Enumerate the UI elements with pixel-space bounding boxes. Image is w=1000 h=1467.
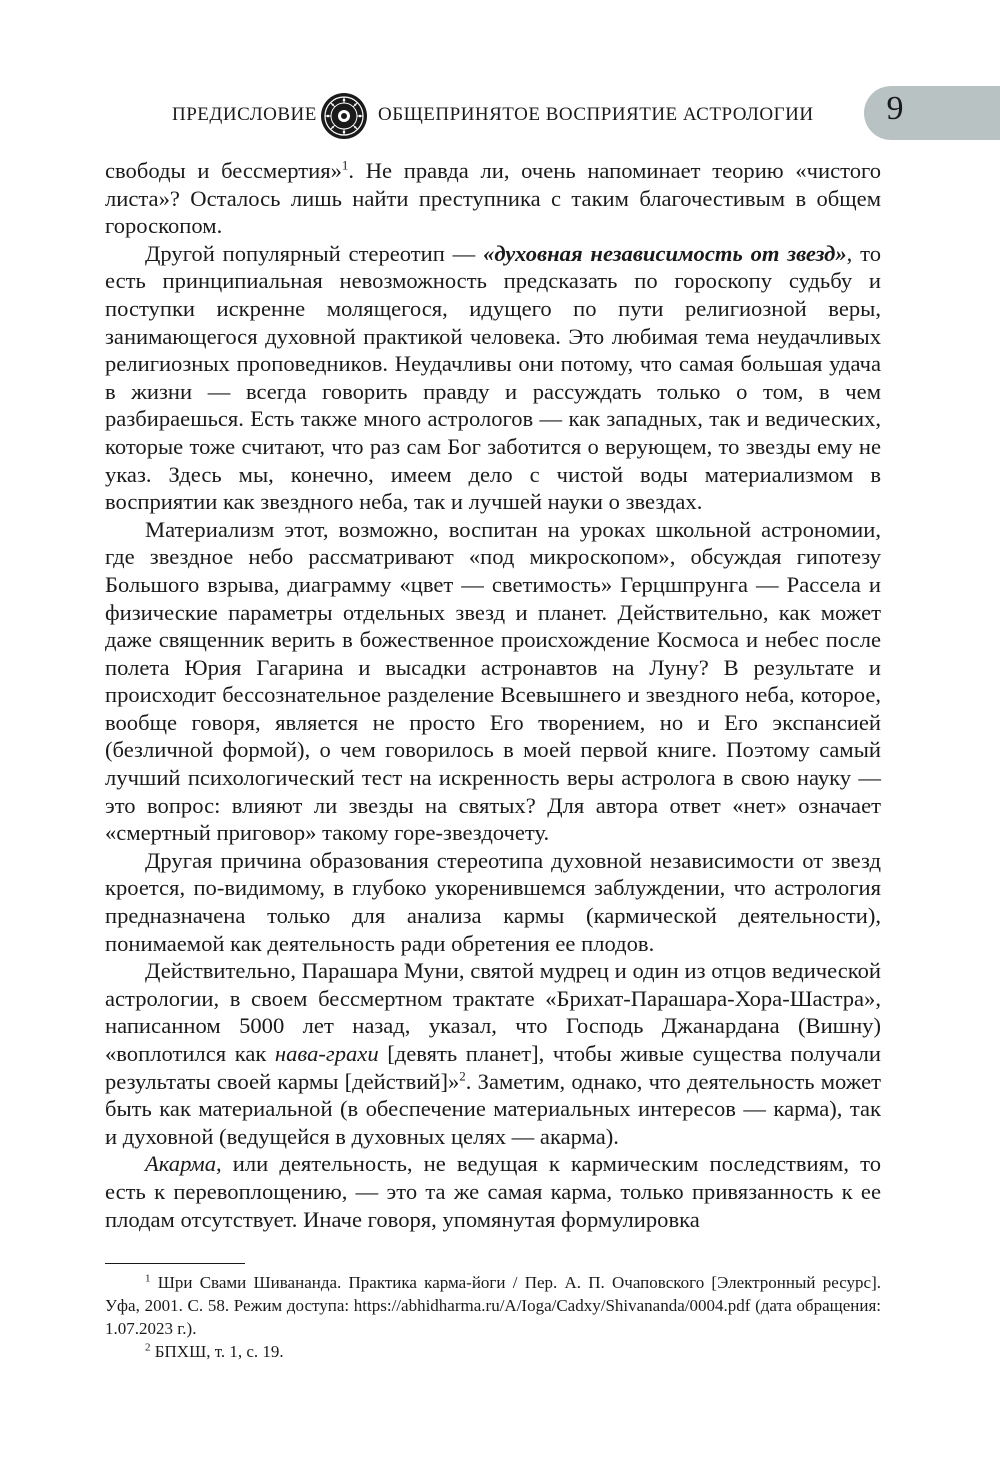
section-title-left: ПРЕДИСЛОВИЕ: [172, 104, 317, 125]
running-header: [0, 80, 1000, 150]
page-number: 9: [886, 90, 904, 127]
footnote-number: 2: [145, 1341, 151, 1354]
text-run: , или деятельность, не ведущая к кармическим последствиям, то есть к перевоплощению, — это та же самая карма, только привязанность к ее плодам отсутствует. Иначе говоря, упомянутая формулировка: [105, 1151, 881, 1232]
paragraph-2: [105, 240, 881, 516]
paragraph-3: Материализм этот, возможно, воспитан на уроках школьной астрономии, где звездное небо рассматривают «под микроскопом», обсуждая гипотезу Большого взрыва, диаграмму «цвет — светимость» Герцшпрунга — Рассела и физические параметры отдельных звезд и планет. Действительно, как может даже священник верить в божественное происхождение Космоса и небес после полета Юрия Гагарина и высадки астронавтов на Луну? В результате и происходит бессознательное разделение Всевышнего и звездного неба, которое, вообще говоря, является не просто Его творением, но и Его экспансией (безличной формой), о чем говорилось в моей первой книге. Поэтому самый лучший психологический тест на искренность веры астролога в свою науку — это вопрос: влияют ли звезды на святых? Для автора ответ «нет» означает «смертный приговор» такому горе-звездочету.: [105, 516, 881, 846]
footnote-divider: [105, 1263, 245, 1264]
emphasis: нава-грахи: [274, 1041, 379, 1066]
emphasis: «духовная независимость от звезд»: [483, 240, 847, 266]
footnote-ref-1: 1: [341, 157, 349, 173]
footnote-1: [105, 1271, 881, 1340]
footnote-text: БПХШ, т. 1, с. 19.: [150, 1342, 284, 1361]
footnote-number: 1: [145, 1272, 151, 1285]
footnote-ref-2: 2: [459, 1068, 466, 1084]
text-run: . Заметим, однако, что деятельность может быть как материальной (в обеспечение материальных интересов — карма), так и духовной (ведущейся в духовных целях — акарма).: [105, 1068, 881, 1149]
footnote-2: [105, 1340, 881, 1363]
paragraph-6: [105, 1150, 881, 1233]
paragraph-5: [105, 957, 881, 1150]
section-title-right: ОБЩЕПРИНЯТОЕ ВОСПРИЯТИЕ АСТРОЛОГИИ: [378, 104, 814, 125]
text-run: . Не правда ли, очень напоминает теорию «чистого листа»? Осталось лишь найти преступника с таким благочестивым в общем гороскопом.: [105, 158, 881, 239]
main-text: [105, 157, 881, 1233]
text-run: свободы и бессмертия»: [105, 158, 342, 183]
text-run: , то есть принципиальная невозможность предсказать по гороскопу судьбу и поступки искренне молящегося, идущего по пути религиозной веры, занимающегося духовной практикой человека. Это любимая тема неудачливых религиозных проповедников. Неудачливы они потому, что самая большая удача в жизни — всегда говорить правду и рассуждать только о том, в чем разбираешься. Есть также много астрологов — как западных, так и ведических, которые тоже считают, что раз сам Бог заботится о верующем, то звезды ему не указ. Здесь мы, конечно, имеем дело с чистой воды материализмом в восприятии как звездного неба, так и лучшей науки о звездах.: [105, 240, 882, 515]
text-run: [девять планет], чтобы живые существа получали результаты своей кармы [действий]»: [105, 1041, 881, 1094]
paragraph-1: [105, 157, 881, 240]
text-run: Действительно, Парашара Муни, святой мудрец и один из отцов ведической астрологии, в своем бессмертном трактате «Брихат-Парашара-Хора-Шастра», написанном 5000 лет назад, указал, что Господь Джанардана (Вишну) «воплотился как: [105, 958, 881, 1066]
paragraph-4: Другая причина образования стереотипа духовной независимости от звезд кроется, по-видимому, в глубоко укоренившемся заблуждении, что астрология предназначена только для анализа кармы (кармической деятельности), понимаемой как деятельность ради обретения ее плодов.: [105, 847, 881, 956]
zodiac-wheel-icon: [320, 92, 368, 140]
text-run: Другой популярный стереотип —: [145, 240, 484, 266]
emphasis: Акарма: [145, 1151, 216, 1177]
footnotes: [105, 1271, 881, 1363]
footnote-text: Шри Свами Шивананда. Практика карма-йоги / Пер. А. П. Очаповского [Электронный ресурс]. Уфа, 2001. С. 58. Режим доступа: https://abhidharma.ru/A/Ioga/Cadxy/Shivananda/0004.pdf (дата обращения: 1.07.2023 г.).: [105, 1273, 881, 1338]
